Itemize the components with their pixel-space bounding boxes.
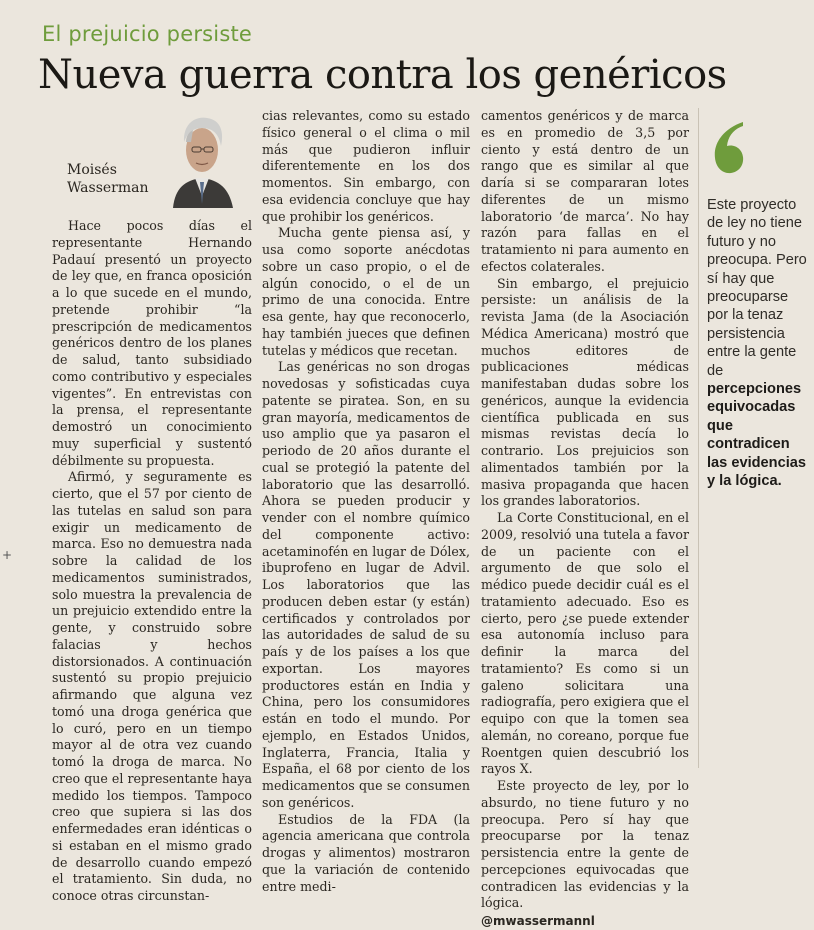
column-divider (698, 108, 699, 768)
column-3 (481, 108, 689, 930)
paragraph: Sin embargo, el prejuicio persiste: un análisis de la revista Jama (de la Asociación Médica Americana) mostró que muchos editores de publicaciones médicas manifestaban dudas sobre los genéricos, aunque la evidencia científica publicada en sus mismas revistas decía lo contrario. Los prejuicios son alimentados también por la masiva propaganda que hacen los grandes laboratorios. (481, 275, 689, 509)
pull-quote-emphasis: percepciones equivocadas que contradicen las evidencias y la lógica. (707, 381, 806, 490)
author-box (57, 112, 237, 208)
quote-mark-icon (709, 118, 745, 176)
paragraph: camentos genéricos y de marca es en promedio de 3,5 por ciento y está dentro de un rango que es similar al que daría si se compararan lotes diferentes de un mismo laboratorio ‘de marca’. No hay razón para fallas en el tratamiento ni para aumento en efectos colaterales. (481, 108, 689, 274)
paragraph: Las genéricas no son drogas novedosas y sofisticadas cuya patente se piratea. Son, en su gran mayoría, medicamentos de uso amplio que ya pasaron el periodo de 20 años durante el cual se protegió la patente del laboratorio que las desarrolló. Ahora se pueden producir y vender con el nombre químico del componente activo: acetaminofén en lugar de Dólex, ibuprofeno en lugar de Advil. Los laboratorios que las producen deben estar (y están) certificados y controlados por las autoridades de salud de su país y de los países a los que exportan. Los mayores productores están en India y China, pero los consumidores están en todo el mundo. Por ejemplo, en Estados Unidos, Inglaterra, Francia, Italia y España, el 68 por ciento de los medicamentos que se consumen son genéricos. (262, 359, 470, 810)
author-portrait (167, 112, 237, 208)
pull-quote-text: Este proyecto de ley no tiene futuro y no preocupa. Pero sí hay que preocuparse por la tenaz persistencia entre la gente de (707, 197, 807, 379)
pull-quote (707, 196, 811, 491)
author-handle: @mwassermannl (481, 914, 595, 928)
paragraph: cias relevantes, como su estado físico general o el clima o mil más que pudieron influir diferentemente en los dos momentos. Sin embargo, con esa evidencia concluye que hay que prohibir los genéricos. (262, 108, 470, 224)
author-first-name: Moisés (67, 162, 117, 178)
author-last-name: Wasserman (67, 180, 149, 196)
paragraph: Este proyecto de ley, por lo absurdo, no tiene futuro y no preocupa. Pero sí hay que preocuparse por la tenaz persistencia entre la gente de percepciones equivocadas que contradicen las evidencias y la lógica. (481, 778, 689, 911)
paragraph: La Corte Constitucional, en el 2009, resolvió una tutela a favor de un paciente con el argumento de que solo el médico puede decidir cuál es el tratamiento adecuado. Eso es cierto, pero ¿se puede extender esa autonomía incluso para definir la marca del tratamiento? Es como si un galeno solicitara una radiografía, pero exigiera que el equipo con que la tomen sea alemán, no coreano, porque fue Roentgen quien descubrió los rayos X. (481, 510, 689, 777)
paragraph: Estudios de la FDA (la agencia americana que controla drogas y alimentos) mostraron que la variación de contenido entre medi- (262, 811, 470, 894)
paragraph: Hace pocos días el representante Hernando Padauí presentó un proyecto de ley que, en franca oposición a lo que sucede en el mundo, pretende prohibir “la prescripción de medicamentos genéricos dentro de los planes de salud, tanto subsidiado como contributivo y especiales vigentes”. En entrevistas con la prensa, el representante demostró un conocimiento muy superficial y sustentó débilmente su propuesta. (52, 218, 252, 468)
column-1 (52, 218, 252, 905)
author-name (67, 161, 177, 197)
margin-mark: + (2, 548, 13, 562)
paragraph: Mucha gente piensa así, y usa como soporte anécdotas sobre un caso propio, o el de algún conocido, o el de un primo de una conocida. Entre esa gente, hay que reconocerlo, hay también jueces que definen tutelas y médicos que recetan. (262, 225, 470, 358)
paragraph: Afirmó, y seguramente es cierto, que el 57 por ciento de las tutelas en salud son para exigir un medicamento de marca. Eso no demuestra nada sobre la calidad de los medicamentos suministrados, solo muestra la prevalencia de un prejuicio extendido entre la gente, y construido sobre falacias y hechos distorsionados. A continuación sustentó su propio prejuicio afirmando que alguna vez tomó una droga genérica que lo curó, pero en un tiempo mayor al de otra vez cuando tomó la droga de marca. No creo que el representante haya medido los tiempos. Tampoco creo que supiera si las dos enfermedades eran idénticas o si estaban en el mismo grado de desarrollo cuando empezó el tratamiento. Sin duda, no conoce otras circunstan- (52, 469, 252, 903)
headline: Nueva guerra contra los genéricos (38, 52, 727, 98)
column-2 (262, 108, 470, 895)
kicker: El prejuicio persiste (42, 22, 253, 46)
